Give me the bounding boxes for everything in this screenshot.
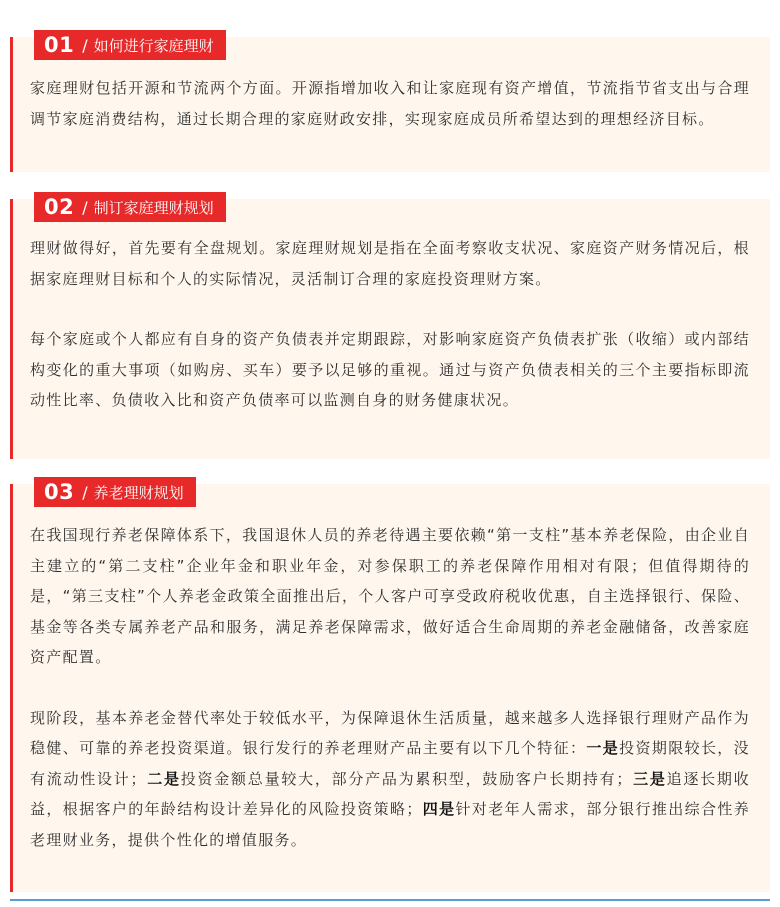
emphasis: 一是 (586, 739, 620, 757)
paragraph: 在我国现行养老保障体系下，我国退休人员的养老待遇主要依赖“第一支柱”基本养老保险，由企业自主建立的“第二支柱”企业年金和职业年金，对参保职工的养老保障作用相对有限；但值得期待的是，“第三支柱”个人养老金政策全面推出后，个人客户可享受政府税收优惠，自主选择银行、保险、基金等各类专属养老产品和服务，满足养老保障需求，做好适合生命周期的养老金融储备，改善家庭资产配置。 (30, 526, 750, 666)
section-title: 养老理财规划 (93, 483, 184, 502)
section-01-heading (34, 30, 226, 60)
emphasis: 四是 (422, 800, 456, 818)
section-01 (10, 33, 770, 172)
paragraph: 每个家庭或个人都应有自身的资产负债表并定期跟踪，对影响家庭资产负债表扩张（收缩）或内部结构变化的重大事项（如购房、买车）要予以足够的重视。通过与资产负债表相关的三个主要指标即流动性比率、负债收入比和资产负债率可以监测自身的财务健康状况。 (30, 330, 750, 409)
text: 现阶段，基本养老金替代率处于较低水平，为保障退休生活质量，越来越多人选择银行理财产品作为稳健、可靠的养老投资渠道。银行发行的养老理财产品主要有以下几个特征： (30, 708, 750, 757)
section-separator: / (82, 35, 88, 55)
bottom-divider (10, 899, 770, 901)
emphasis: 三是 (632, 769, 667, 788)
section-number: 01 (44, 33, 75, 57)
paragraph: 理财做得好，首先要有全盘规划。家庭理财规划是指在全面考察收支状况、家庭资产财务情况后，根据家庭理财目标和个人的实际情况，灵活制订合理的家庭投资理财方案。 (30, 239, 750, 288)
section-separator: / (82, 197, 88, 217)
section-03-heading (34, 477, 196, 507)
section-01-body (30, 73, 750, 134)
section-02 (10, 195, 770, 459)
section-02-heading (34, 192, 226, 222)
text: 追逐长期收益，根据客户的年龄结构设计差异化的风险投资策略； (30, 769, 750, 818)
paragraph-features (30, 703, 750, 856)
text: 投资期限较长，没有流动性设计； (30, 739, 750, 788)
section-03-body (30, 520, 750, 855)
section-03 (10, 480, 770, 892)
section-title: 如何进行家庭理财 (93, 36, 214, 55)
text: 投资金额总量较大，部分产品为累积型，鼓励客户长期持有； (180, 769, 633, 788)
section-02-body (30, 233, 750, 416)
section-number: 03 (44, 480, 75, 504)
section-number: 02 (44, 195, 75, 219)
emphasis: 二是 (146, 769, 181, 788)
paragraph: 家庭理财包括开源和节流两个方面。开源指增加收入和让家庭现有资产增值，节流指节省支出与合理调节家庭消费结构，通过长期合理的家庭财政安排，实现家庭成员所希望达到的理想经济目标。 (30, 79, 750, 128)
section-separator: / (82, 482, 88, 502)
text: 针对老年人需求，部分银行推出综合性养老理财业务，提供个性化的增值服务。 (30, 800, 751, 849)
section-title: 制订家庭理财规划 (93, 198, 214, 217)
